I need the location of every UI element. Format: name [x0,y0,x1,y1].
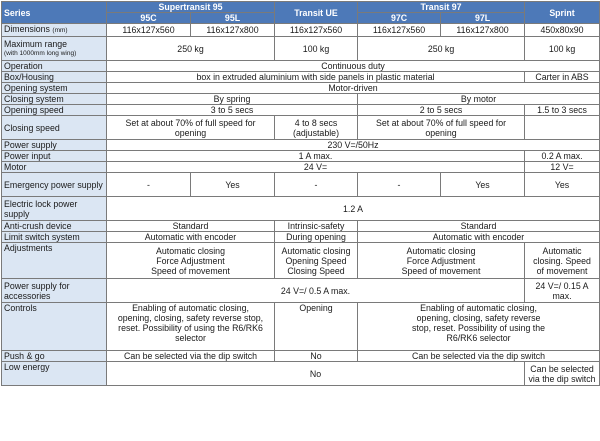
cell: By spring [107,94,358,105]
row-label: Electric lock power supply [2,197,107,221]
cell: Automatic closing Force Adjustment Speed of movement [107,243,275,279]
cell: Yes [525,173,600,197]
cell: 250 kg [107,37,275,61]
cell: 116x127x800 [441,24,525,37]
cell: Standard [107,221,275,232]
row-label: Push & go [2,351,107,362]
cell: Automatic closing Opening Speed Closing Speed [275,243,358,279]
supertransit95-header: Supertransit 95 [107,2,275,13]
row-label: Opening system [2,83,107,94]
row-label: Emergency power supply [2,173,107,197]
row-accessories-power [2,279,600,303]
row-label: Low energy [2,362,107,386]
cell: 1.5 to 3 secs [525,105,600,116]
row-electric-lock [2,197,600,221]
cell: 116x127x800 [191,24,275,37]
cell: 450x80x90 [525,24,600,37]
cell: During opening [275,232,358,243]
row-label: Anti-crush device [2,221,107,232]
row-controls [2,303,600,351]
row-label: Maximum range (with 1000mm long wing) [2,37,107,61]
sprint-header: Sprint [525,2,600,24]
row-label: Closing system [2,94,107,105]
row-label: Closing speed [2,116,107,140]
cell [525,116,600,140]
cell: Motor-driven [107,83,600,94]
row-label: Limit switch system [2,232,107,243]
cell: Continuous duty [107,61,600,72]
row-label: Opening speed [2,105,107,116]
row-closing-speed [2,116,600,140]
cell: 250 kg [358,37,525,61]
cell: 1.2 A [107,197,600,221]
cell: 3 to 5 secs [107,105,358,116]
sub-header-95c: 95C [107,13,191,24]
cell: - [358,173,441,197]
row-max-range [2,37,600,61]
cell: Standard [358,221,600,232]
cell: 230 V=/50Hz [107,140,600,151]
cell: - [275,173,358,197]
row-power-input [2,151,600,162]
cell: Set at about 70% of full speed for opening [107,116,275,140]
cell: Can be selected via the dip switch [358,351,600,362]
unit-note: (mm) [52,27,68,34]
row-motor [2,162,600,173]
cell: Automatic closing Force Adjustment Speed of movement [358,243,525,279]
row-push-go [2,351,600,362]
cell: Can be selected via the dip switch [525,362,600,386]
transit97-header: Transit 97 [358,2,525,13]
row-label: Motor [2,162,107,173]
cell: 4 to 8 secs (adjustable) [275,116,358,140]
row-operation [2,61,600,72]
row-label: Adjustments [2,243,107,279]
row-box-housing [2,72,600,83]
cell: 2 to 5 secs [358,105,525,116]
sub-header-95l: 95L [191,13,275,24]
spec-table [1,1,600,386]
row-opening-speed [2,105,600,116]
cell: Automatic with encoder [358,232,600,243]
cell: Automatic closing. Speed of movement [525,243,600,279]
cell: 116x127x560 [275,24,358,37]
cell: box in extruded aluminium with side panels in plastic material [107,72,525,83]
series-header: Series [2,2,107,24]
row-closing-system [2,94,600,105]
row-anti-crush [2,221,600,232]
cell: Intrinsic-safety [275,221,358,232]
cell: By motor [358,94,600,105]
row-opening-system [2,83,600,94]
cell: Carter in ABS [525,72,600,83]
row-label: Power supply for accessories [2,279,107,303]
cell: 1 A max. [107,151,525,162]
cell: 116x127x560 [358,24,441,37]
row-label: Dimensions (mm) [2,24,107,37]
row-emergency-power [2,173,600,197]
cell: 116x127x560 [107,24,191,37]
row-label: Operation [2,61,107,72]
range-note: (with 1000mm long wing) [4,49,77,57]
cell: Yes [441,173,525,197]
cell: Opening [275,303,358,351]
cell: Can be selected via the dip switch [107,351,275,362]
row-low-energy [2,362,600,386]
row-label: Power input [2,151,107,162]
sub-header-97c: 97C [358,13,441,24]
row-label: Controls [2,303,107,351]
row-label: Box/Housing [2,72,107,83]
cell: 24 V=/ 0.15 A max. [525,279,600,303]
cell: Enabling of automatic closing, opening, closing, safety reverse stop, reset. Possibility of using the R6/RK6 selector [358,303,600,351]
cell: - [107,173,191,197]
cell: Enabling of automatic closing, opening, closing, safety reverse stop, reset. Possibility of using the R6/RK6 selector [107,303,275,351]
cell: 24 V= [107,162,525,173]
cell: 0.2 A max. [525,151,600,162]
row-limit-switch [2,232,600,243]
cell: 24 V=/ 0.5 A max. [107,279,525,303]
cell: Set at about 70% of full speed for opening [358,116,525,140]
cell: No [275,351,358,362]
row-power-supply [2,140,600,151]
cell: No [107,362,525,386]
cell: 12 V= [525,162,600,173]
row-adjustments [2,243,600,279]
row-dimensions [2,24,600,37]
cell: 100 kg [275,37,358,61]
transit-ue-header: Transit UE [275,2,358,24]
cell: 100 kg [525,37,600,61]
row-label: Power supply [2,140,107,151]
cell: Yes [191,173,275,197]
sub-header-97l: 97L [441,13,525,24]
cell: Automatic with encoder [107,232,275,243]
